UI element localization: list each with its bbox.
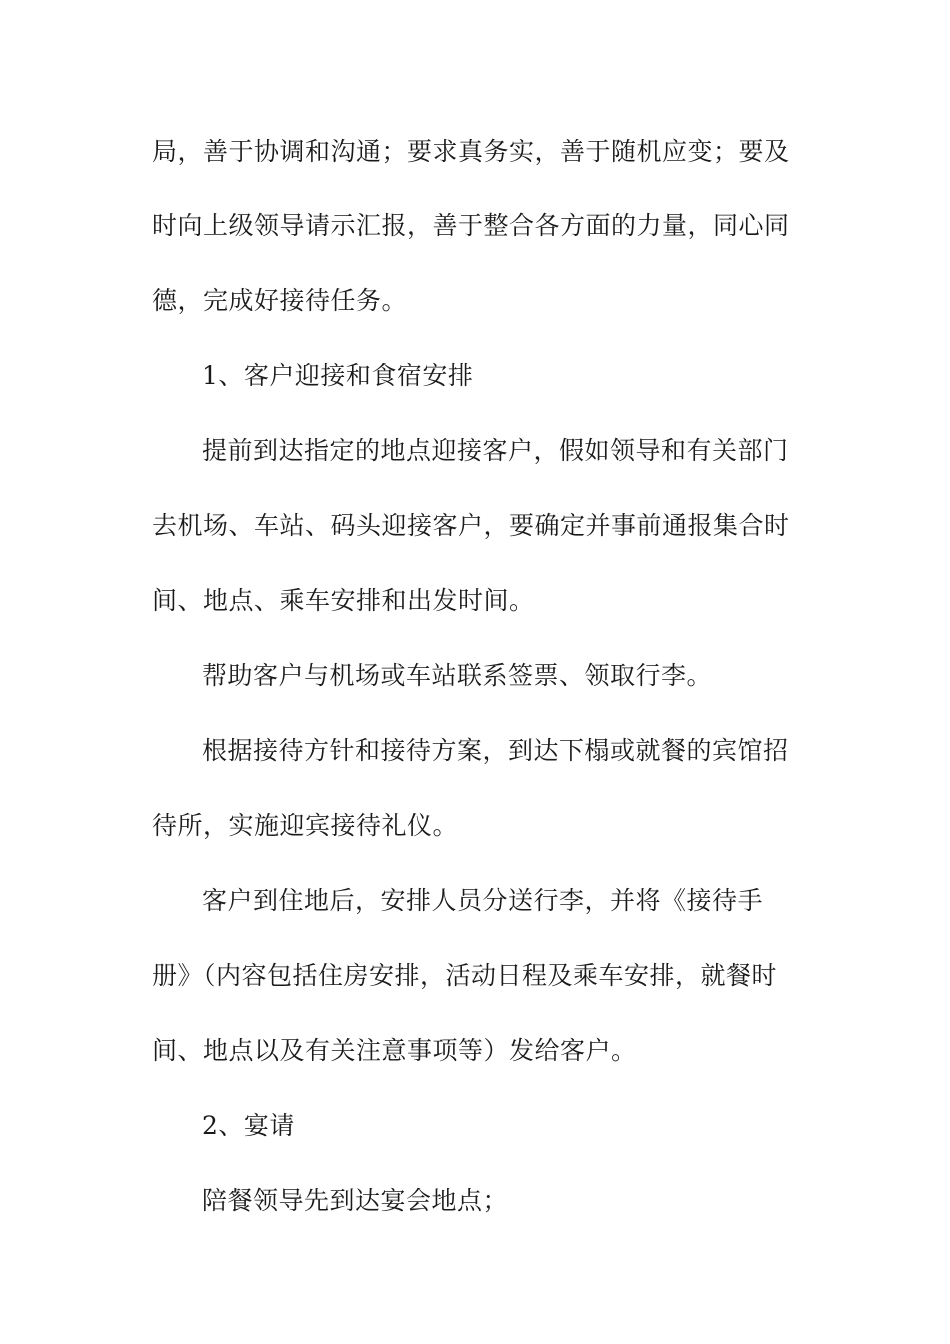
paragraph-line: 帮助客户与机场或车站联系签票、领取行李。 [202,661,713,690]
paragraph-line: 去机场、车站、码头迎接客户，要确定并事前通报集合时 [152,511,790,540]
paragraph-line: 间、地点、乘车安排和出发时间。 [152,586,535,615]
paragraph-line: 德，完成好接待任务。 [152,286,408,315]
paragraph-line: 客户到住地后，安排人员分送行李，并将《接待手 [202,886,764,915]
paragraph-line: 提前到达指定的地点迎接客户，假如领导和有关部门 [202,436,789,465]
paragraph-line: 局，善于协调和沟通；要求真务实，善于随机应变；要及 [152,137,790,166]
paragraph-line: 间、地点以及有关注意事项等）发给客户。 [152,1036,637,1065]
paragraph-line: 根据接待方针和接待方案，到达下榻或就餐的宾馆招 [202,736,789,765]
paragraph-line: 册》（内容包括住房安排，活动日程及乘车安排，就餐时 [152,961,778,990]
paragraph-line: 待所，实施迎宾接待礼仪。 [152,811,459,840]
section-heading: 2、宴请 [202,1111,295,1140]
paragraph-line: 陪餐领导先到达宴会地点； [202,1186,509,1215]
paragraph-line: 时向上级领导请示汇报，善于整合各方面的力量，同心同 [152,211,790,240]
section-heading: 1、客户迎接和食宿安排 [202,361,474,390]
